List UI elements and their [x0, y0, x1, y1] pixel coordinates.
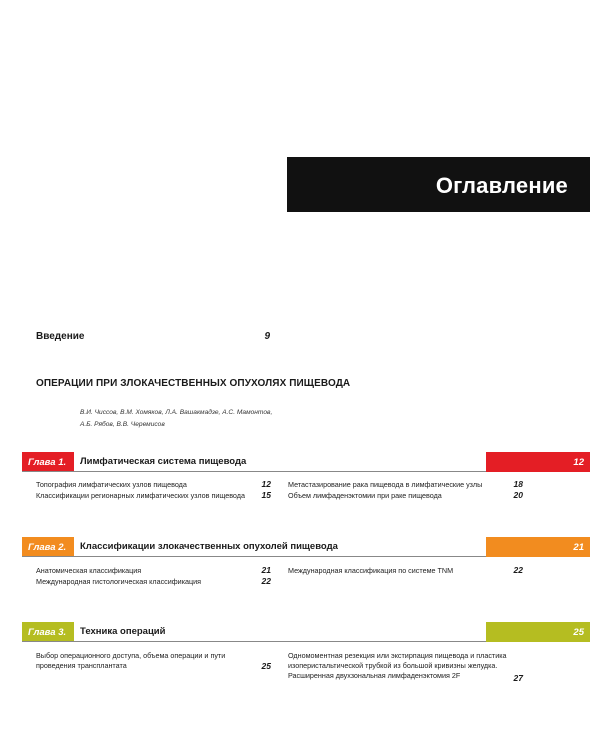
toc-entry[interactable]: [288, 651, 507, 681]
toc-entry-page: 18: [513, 479, 523, 489]
title-banner: [287, 157, 590, 212]
chapter-3-rule: [22, 641, 486, 642]
page-title: Оглавление: [435, 173, 568, 198]
toc-entry-page: 15: [261, 490, 271, 500]
toc-entry[interactable]: Объем лимфаденэктомии при раке пищевода: [288, 491, 442, 500]
toc-entry-page: 25: [261, 661, 271, 671]
chapter-3-page-tab: 25: [486, 622, 590, 642]
toc-entry-line: изоперистальтической трубкой из большой кривизны желудка.: [288, 661, 498, 670]
toc-entry[interactable]: Анатомическая классификация: [36, 566, 142, 575]
chapter-2-rule: [22, 556, 486, 557]
toc-entry[interactable]: Международная гистологическая классификация: [36, 577, 202, 586]
toc-entry-line: Одномоментная резекция или экстирпация пищевода и пластика: [288, 651, 507, 660]
toc-entry-page: 22: [261, 576, 271, 586]
intro-label[interactable]: Введение: [36, 331, 85, 342]
toc-entry-line: Выбор операционного доступа, объема операции и пути: [36, 651, 226, 660]
toc-entry[interactable]: Топография лимфатических узлов пищевода: [36, 480, 187, 489]
toc-entry[interactable]: [36, 651, 225, 671]
chapter-1-title[interactable]: Лимфатическая система пищевода: [80, 456, 247, 467]
toc-entry-line: проведения трансплантата: [36, 661, 127, 670]
chapter-1-rule: [22, 471, 486, 472]
toc-entry-page: 22: [513, 565, 523, 575]
toc-entry-page: 12: [261, 479, 271, 489]
chapter-2-title[interactable]: Классификации злокачественных опухолей пищевода: [80, 541, 338, 552]
chapter-1-tab[interactable]: Глава 1.: [22, 452, 74, 472]
chapter-3-tab[interactable]: Глава 3.: [22, 622, 74, 642]
section-authors: [80, 407, 290, 431]
chapter-3-title[interactable]: Техника операций: [80, 626, 166, 637]
toc-entry-page: 27: [513, 673, 523, 683]
toc-entry-page: 21: [261, 565, 271, 575]
toc-entry[interactable]: Классификации регионарных лимфатических узлов пищевода: [36, 491, 245, 500]
toc-entry[interactable]: Метастазирование рака пищевода в лимфатические узлы: [288, 480, 483, 489]
section-title[interactable]: ОПЕРАЦИИ ПРИ ЗЛОКАЧЕСТВЕННЫХ ОПУХОЛЯХ ПИЩЕВОДА: [36, 378, 351, 389]
authors-line-2: А.Б. Рябов, В.В. Черемисов: [80, 421, 165, 428]
toc-entry[interactable]: Международная классификация по системе TNM: [288, 566, 454, 575]
toc-entry-line: Расширенная двухзональная лимфаденэктомия 2F: [288, 671, 461, 680]
toc-entry-page: 20: [513, 490, 523, 500]
chapter-2-page-tab: 21: [486, 537, 590, 557]
chapter-2-tab[interactable]: Глава 2.: [22, 537, 74, 557]
chapter-1-page-tab: 12: [486, 452, 590, 472]
authors-line-1: В.И. Чиссов, В.М. Хомяков, Л.А. Вашакмадзе, А.С. Мамонтов,: [80, 409, 273, 416]
intro-page-number: 9: [264, 331, 270, 342]
